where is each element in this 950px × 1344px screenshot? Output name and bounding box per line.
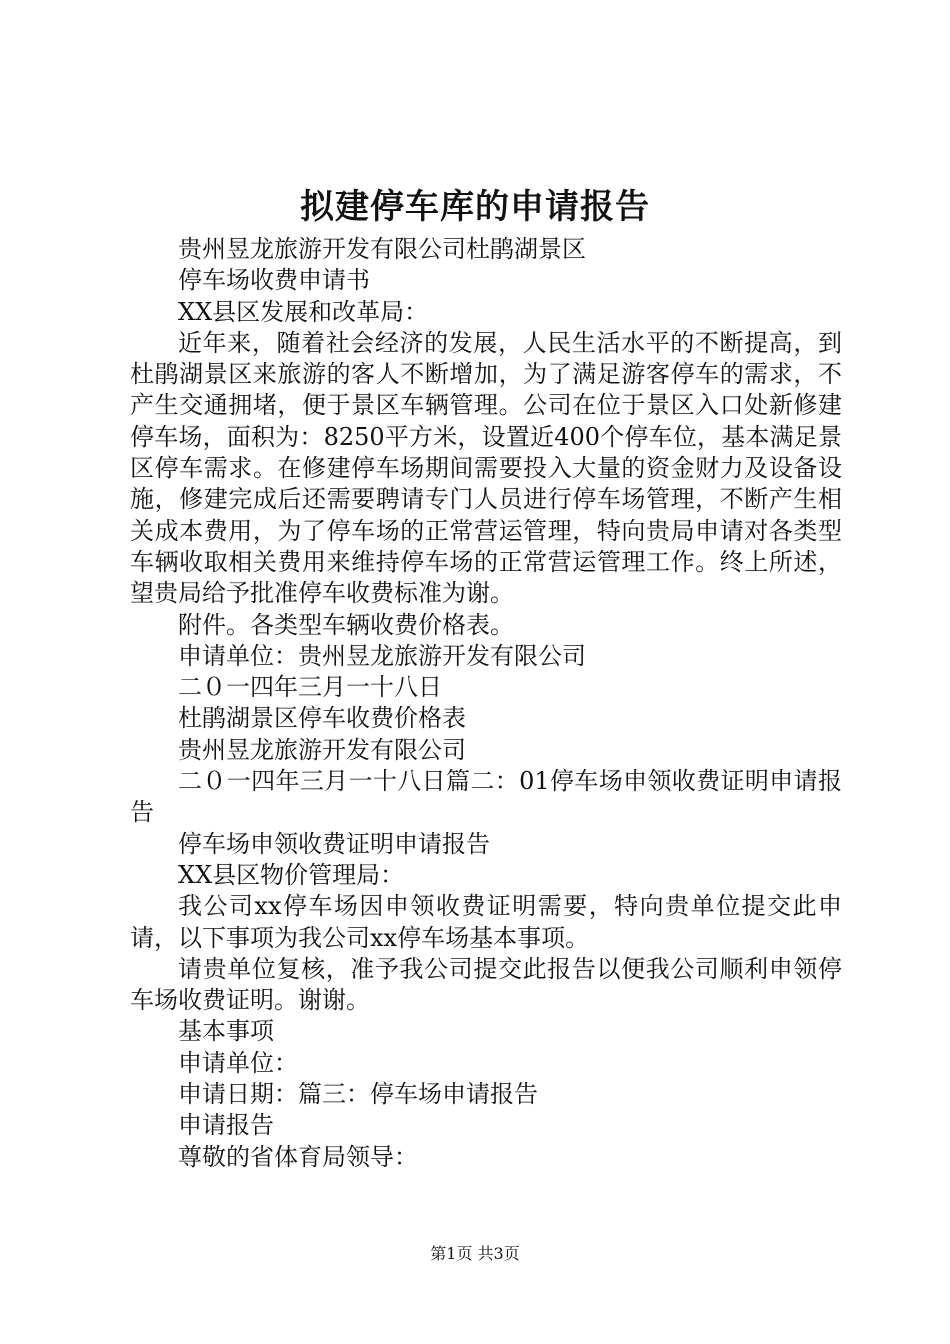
paragraph-date-part-two: 二０一四年三月一十八日篇二：01停车场申领收费证明申请报告 <box>130 767 842 827</box>
paragraph-application-date-part-three: 申请日期：篇三：停车场申请报告 <box>178 1080 538 1109</box>
document-title: 拟建停车库的申请报告 <box>300 187 650 227</box>
paragraph-main-request: 近年来，随着社会经济的发展，人民生活水平的不断提高，到杜鹃湖景区来旅游的客人不断增加，为了满足游客停车的需求，不产生交通拥堵，便于景区车辆管理。公司在位于景区入口处新修建停车场，面积为：8250平方米，设置近400个停车位，基本满足景区停车需求。在修建停车场期间需要投入大量的资金财力及设备设施，修建完成后还需要聘请专门人员进行停车场管理，不断产生相关成本费用，为了停车场的正常营运管理，特向贵局申请对各类型车辆收取相关费用来维持停车场的正常营运管理工作。终上所述，望贵局给予批准停车收费标准为谢。 <box>130 328 842 608</box>
paragraph-certificate-report-title: 停车场申领收费证明申请报告 <box>178 829 490 858</box>
paragraph-applicant-blank: 申请单位： <box>178 1048 298 1077</box>
paragraph-review-request: 请贵单位复核，准予我公司提交此报告以便我公司顺利申领停车场收费证明。谢谢。 <box>130 954 842 1015</box>
paragraph-addressee-price-bureau: XX县区物价管理局： <box>178 860 405 889</box>
paragraph-company-scenic-area: 贵州昱龙旅游开发有限公司杜鹃湖景区 <box>178 235 586 263</box>
paragraph-company-name: 贵州昱龙旅游开发有限公司 <box>178 735 466 764</box>
page-number-footer: 第1页 共3页 <box>430 1244 520 1263</box>
paragraph-submission: 我公司xx停车场因申领收费证明需要，特向贵单位提交此申请，以下事项为我公司xx停车场基本事项。 <box>130 892 842 952</box>
paragraph-basic-items: 基本事项 <box>178 1017 274 1046</box>
paragraph-date: 二０一四年三月一十八日 <box>178 673 442 702</box>
paragraph-application-title: 停车场收费申请书 <box>178 266 370 295</box>
paragraph-salutation: 尊敬的省体育局领导： <box>178 1142 418 1171</box>
paragraph-application-report: 申请报告 <box>178 1111 274 1140</box>
paragraph-attachment: 附件。各类型车辆收费价格表。 <box>178 610 514 639</box>
paragraph-price-table-title: 杜鹃湖景区停车收费价格表 <box>178 704 466 733</box>
paragraph-applicant-unit: 申请单位：贵州昱龙旅游开发有限公司 <box>178 641 586 670</box>
paragraph-addressee-development-bureau: XX县区发展和改革局： <box>178 297 429 326</box>
document-body <box>130 234 842 1173</box>
